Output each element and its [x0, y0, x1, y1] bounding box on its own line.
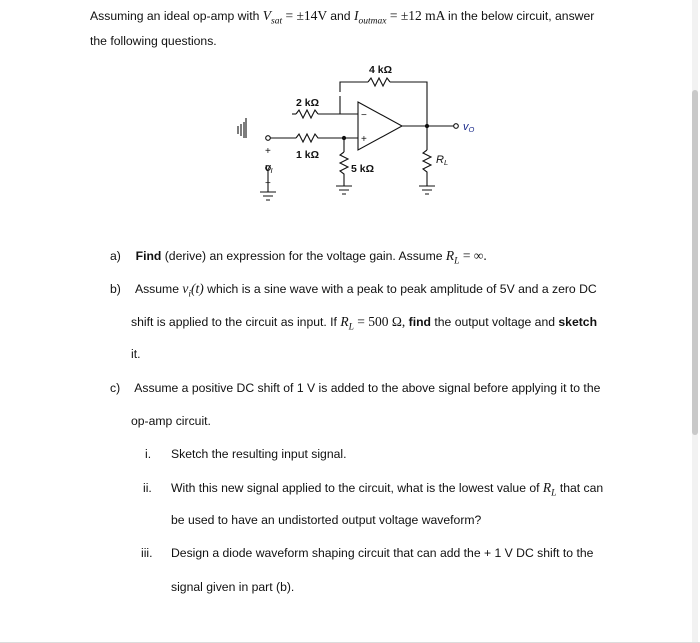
noninverting-input-label: +	[361, 134, 367, 145]
vi-label: vI	[265, 162, 273, 175]
rl-label: RL	[436, 154, 449, 167]
question-c-line-2: op-amp circuit.	[131, 414, 211, 428]
vi-plus-label: +	[265, 146, 271, 157]
question-c-i-num: i.	[145, 447, 152, 461]
intro-text-2: in the below circuit, answer	[447, 9, 595, 23]
question-b-rl: $R_L$	[340, 314, 354, 333]
op-amp-circuit	[232, 62, 492, 212]
question-b-letter: b)	[110, 282, 121, 296]
intro-line-1	[90, 8, 594, 27]
vo-label: vO	[463, 121, 475, 134]
question-b-text-3: shift is applied to the circuit as input. If	[131, 315, 341, 329]
r-2k-label: 2 kΩ	[296, 97, 320, 109]
question-c-i	[145, 447, 346, 461]
intro-line-2: the following questions.	[90, 34, 217, 48]
intro-and: and	[330, 9, 354, 23]
question-c-iii-text: Design a diode waveform shaping circuit that can add the + 1 V DC shift to the	[171, 546, 594, 560]
vsat-value: = ±14V	[282, 8, 331, 23]
question-c-ii-line-2: be used to have an undistorted output voltage waveform?	[171, 513, 482, 527]
question-c-iii-num: iii.	[141, 546, 153, 560]
r-1k-label: 1 kΩ	[296, 149, 320, 161]
question-a-rl: $R_L$	[445, 248, 460, 267]
vi-minus-label: −	[265, 178, 271, 189]
question-a	[110, 248, 487, 267]
iout-value: = ±12 mA	[386, 8, 448, 23]
scrollbar-thumb[interactable]	[692, 90, 698, 435]
vsat-symbol: $V_{sat}$	[262, 8, 283, 27]
question-a-text: (derive) an expression for the voltage gain. Assume	[161, 249, 446, 263]
iout-symbol: $I_{outmax}$	[353, 8, 387, 27]
question-b-sketch: sketch	[558, 315, 598, 329]
inverting-input-label: −	[361, 110, 367, 121]
question-b-line-2	[131, 314, 597, 333]
question-c-ii-num: ii.	[143, 481, 152, 495]
r-feedback-label: 4 kΩ	[369, 64, 393, 76]
r-5k-label: 5 kΩ	[351, 163, 375, 175]
question-b-text-1: Assume	[134, 282, 183, 296]
question-b-line-1	[110, 281, 597, 300]
intro-text: Assuming an ideal op-amp with	[90, 9, 260, 23]
question-c-line-1	[110, 381, 600, 395]
question-c-text-1: Assume a positive DC shift of 1 V is added to the above signal before applying it to the	[134, 381, 601, 395]
question-c-i-text: Sketch the resulting input signal.	[171, 447, 347, 461]
question-a-find: Find	[135, 249, 162, 263]
question-c-ii-text-2: that can	[556, 481, 604, 495]
question-b-text-4: the output voltage and	[431, 315, 559, 329]
question-b-text-2: which is a sine wave with a peak to peak amplitude of 5V and a zero DC	[203, 282, 597, 296]
question-b-find: find	[408, 315, 431, 329]
question-c-letter: c)	[110, 381, 121, 395]
question-c-iii-line-2: signal given in part (b).	[171, 580, 295, 594]
question-c-ii-line-1	[143, 480, 603, 499]
question-c-ii-text: With this new signal applied to the circuit, what is the lowest value of	[171, 481, 543, 495]
question-b-line-3: it.	[131, 347, 141, 361]
question-b-vi: $v_i(t)$	[182, 281, 204, 300]
question-c-iii-line-1	[141, 546, 593, 560]
question-b-rl-value: = 500 Ω,	[353, 314, 409, 329]
question-a-letter: a)	[110, 249, 121, 263]
question-a-tail: = ∞.	[459, 248, 487, 263]
question-c-ii-rl: $R_L$	[542, 480, 557, 499]
